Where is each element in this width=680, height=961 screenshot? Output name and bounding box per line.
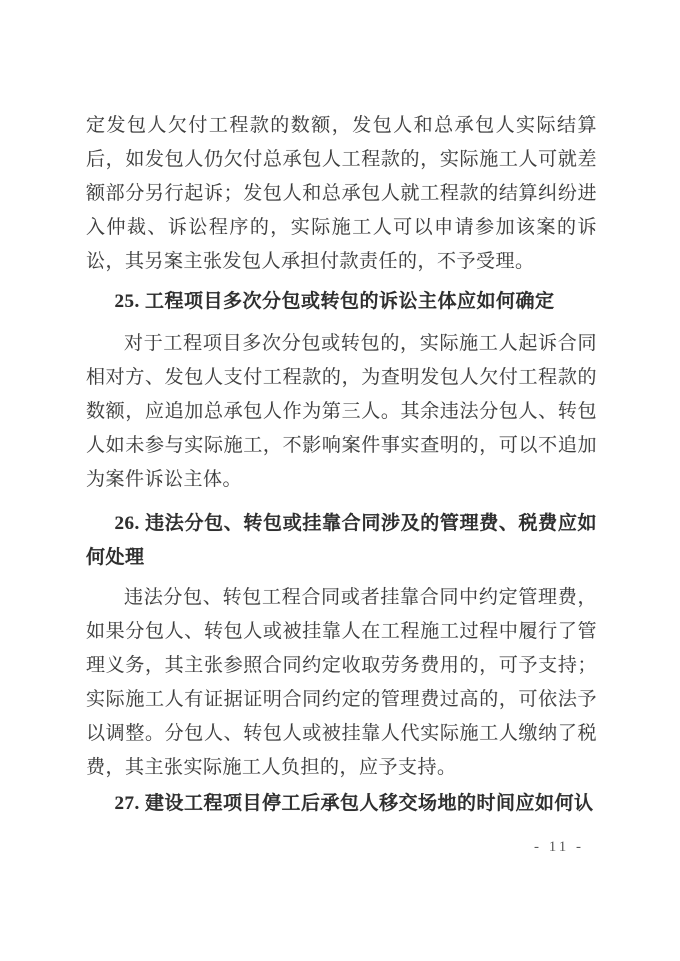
paragraph-24-continuation: 定发包人欠付工程款的数额，发包人和总承包人实际结算后，如发包人仍欠付总承包人工程款的，实际施工人可就差额部分另行起诉；发包人和总承包人就工程款的结算纠纷进入仲裁、诉讼程序的，实际施工人可以申请参加该案的诉讼，其另案主张发包人承担付款责任的，不予受理。 [86,115,597,272]
page-number: - 11 - [534,839,584,855]
section-heading-27: 27. 建设工程项目停工后承包人移交场地的时间应如何认 [114,793,594,814]
section-heading-26: 26. 违法分包、转包或挂靠合同涉及的管理费、税费应如何处理 [86,513,597,568]
paragraph-section-26: 违法分包、转包工程合同或者挂靠合同中约定管理费，如果分包人、转包人或被挂靠人在工程施工过程中履行了管理义务，其主张参照合同约定收取劳务费用的，可予支持；实际施工人有证据证明合同约定的管理费过高的，可依法予以调整。分包人、转包人或被挂靠人代实际施工人缴纳了税费，其主张实际施工人负担的，应予支持。 [86,587,597,778]
paragraph-section-25: 对于工程项目多次分包或转包的，实际施工人起诉合同相对方、发包人支付工程款的，为查明发包人欠付工程款的数额，应追加总承包人作为第三人。其余违法分包人、转包人如未参与实际施工，不影响案件事实查明的，可以不追加为案件诉讼主体。 [86,333,597,490]
text-block [86,109,597,821]
section-heading-25: 25. 工程项目多次分包或转包的诉讼主体应如何确定 [114,291,555,312]
